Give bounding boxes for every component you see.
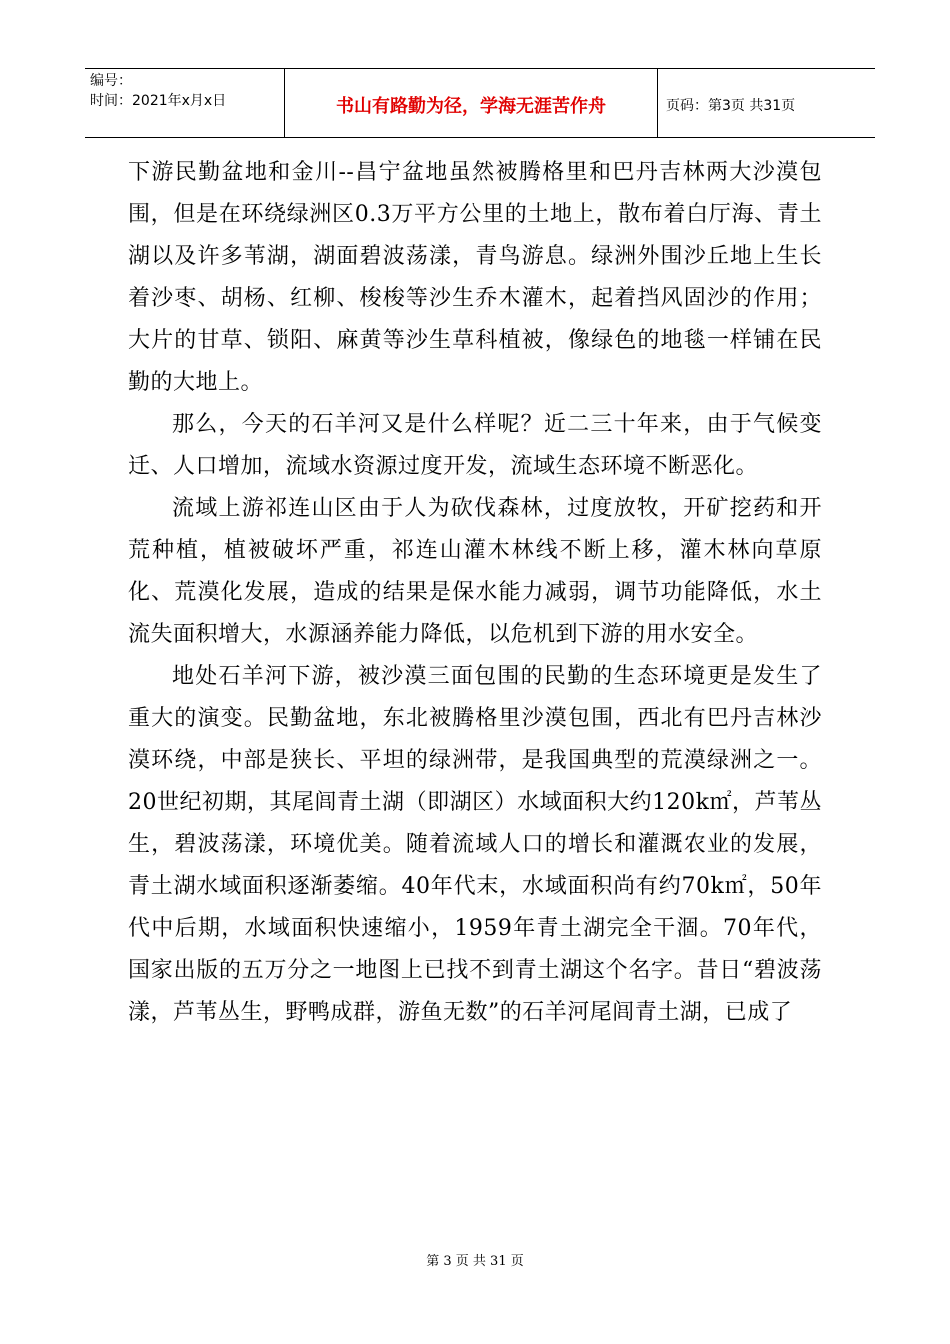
page-header (85, 68, 875, 138)
paragraph: 地处石羊河下游，被沙漠三面包围的民勤的生态环境更是发生了重大的演变。民勤盆地，东北被腾格里沙漠包围，西北有巴丹吉林沙漠环绕，中部是狭长、平坦的绿洲带，是我国典型的荒漠绿洲之一。20世纪初期，其尾闾青土湖（即湖区）水域面积大约120k㎡，芦苇丛生，碧波荡漾，环境优美。随着流域人口的增长和灌溉农业的发展，青土湖水域面积逐渐萎缩。40年代末，水域面积尚有约70k㎡，50年代中后期，水域面积快速缩小，1959年青土湖完全干涸。70年代，国家出版的五万分之一地图上已找不到青土湖这个名字。昔日“碧波荡漾，芦苇丛生，野鸭成群，游鱼无数”的石羊河尾闾青土湖，已成了 (128, 664, 822, 1025)
number-label: 编号： (90, 73, 132, 89)
paragraph: 那么，今天的石羊河又是什么样呢？近二三十年来，由于气候变迁、人口增加，流域水资源过度开发，流域生态环境不断恶化。 (128, 412, 822, 479)
paragraph: 下游民勤盆地和金川--昌宁盆地虽然被腾格里和巴丹吉林两大沙漠包围，但是在环绕绿洲区0.3万平方公里的土地上，散布着白厅海、青土湖以及许多苇湖，湖面碧波荡漾，青鸟游息。绿洲外围沙丘地上生长着沙枣、胡杨、红柳、梭梭等沙生乔木灌木，起着挡风固沙的作用；大片的甘草、锁阳、麻黄等沙生草科植被，像绿色的地毯一样铺在民勤的大地上。 (128, 160, 822, 395)
header-page-info: 页码：第3页 共31页 (666, 98, 796, 114)
time-label: 时间：2021年x月x日 (90, 93, 227, 109)
document-body (128, 152, 822, 1034)
header-motto: 书山有路勤为径，学海无涯苦作舟 (285, 69, 658, 137)
header-meta (85, 69, 285, 137)
page-footer: 第 3 页 共 31 页 (426, 1254, 524, 1269)
paragraph: 流域上游祁连山区由于人为砍伐森林，过度放牧，开矿挖药和开荒种植，植被破坏严重，祁连山灌木林线不断上移，灌木林向草原化、荒漠化发展，造成的结果是保水能力减弱，调节功能降低，水土流失面积增大，水源涵养能力降低，以危机到下游的用水安全。 (128, 496, 822, 647)
